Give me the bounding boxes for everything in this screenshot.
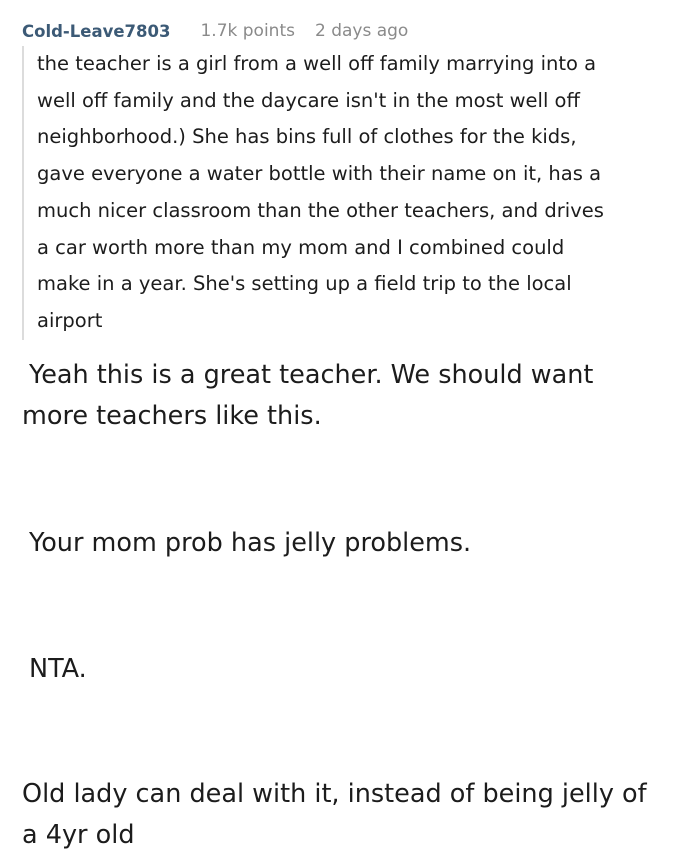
timestamp[interactable]: 2 days ago bbox=[314, 21, 409, 41]
comment-paragraph bbox=[22, 649, 682, 690]
comment-paragraph bbox=[22, 523, 682, 564]
paragraph-line: Yeah this is a great teacher. We should want bbox=[29, 360, 594, 390]
comment-header bbox=[22, 18, 408, 44]
quote-line: the teacher is a girl from a well off family marrying into a bbox=[37, 52, 597, 75]
comment-paragraph bbox=[22, 774, 682, 856]
points-count: 1.7k points bbox=[200, 21, 295, 41]
quoted-text-block bbox=[22, 46, 670, 340]
paragraph-line: a 4yr old bbox=[22, 820, 135, 850]
quote-line: much nicer classroom than the other teachers, and drives bbox=[37, 198, 604, 222]
quote-line: well off family and the daycare isn't in the most well off bbox=[37, 88, 580, 112]
quote-line: gave everyone a water bottle with their name on it, has a bbox=[37, 162, 602, 186]
paragraph-line: more teachers like this. bbox=[22, 401, 322, 431]
paragraph-line: NTA. bbox=[29, 654, 87, 684]
comment-paragraph bbox=[22, 355, 682, 437]
quoted-text bbox=[37, 46, 670, 340]
username-link[interactable]: Cold-Leave7803 bbox=[22, 21, 171, 41]
quote-line: make in a year. She's setting up a field trip to the local bbox=[37, 272, 572, 296]
paragraph-line: Your mom prob has jelly problems. bbox=[29, 528, 472, 558]
quote-line: a car worth more than my mom and I combined could bbox=[37, 235, 565, 259]
quote-line: neighborhood.) She has bins full of clothes for the kids, bbox=[37, 125, 577, 149]
paragraph-line: Old lady can deal with it, instead of being jelly of bbox=[22, 779, 647, 809]
quote-line: airport bbox=[37, 308, 103, 332]
